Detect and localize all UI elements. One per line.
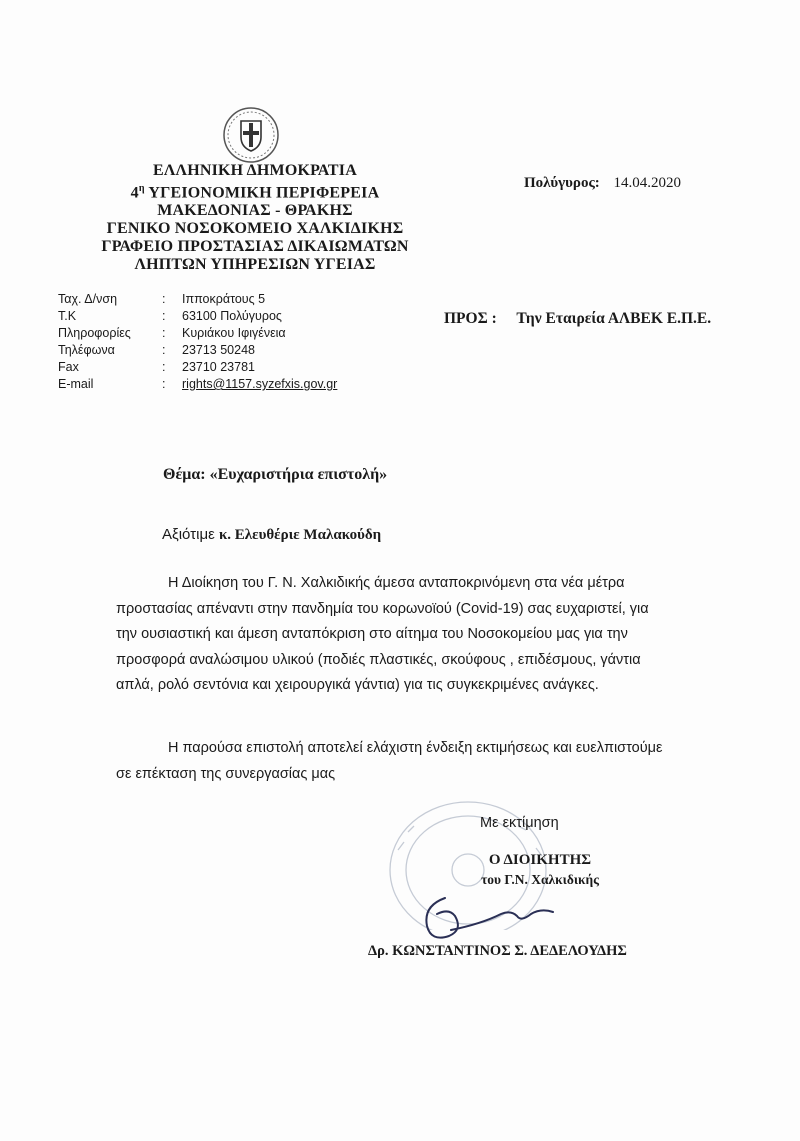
header-line-2: $4^\eta$ ΥΓΕΙΟΝΟΜΙΚΗ ΠΕΡΙΦΕΡΕΙΑ [130,183,380,202]
header-line-3: ΜΑΚΕΔΟΝΙΑΣ - ΘΡΑΚΗΣ [157,202,353,220]
body-paragraph-2 [116,736,716,787]
place-date [524,175,681,192]
body-paragraph-1 [116,571,716,699]
greek-emblem-icon [222,106,280,164]
closing-phrase: Με εκτίμηση [480,815,559,831]
director-title-block [460,850,620,890]
email-link[interactable]: rights@1157.syzefxis.gov.gr [182,377,338,391]
recipient [444,310,711,328]
director-subtitle: του Γ.Ν. Χαλκιδικής [481,872,599,887]
header-line-1: ΕΛΛΗΝΙΚΗ ΔΗΜΟΚΡΑΤΙΑ [153,162,357,179]
recipient-name: Την Εταιρεία ΑΛΒΕΚ Ε.Π.Ε. [516,310,712,327]
paragraph-line: προσφορά αναλώσιμου υλικού (ποδιές πλαστικές, σκούφους , επιδέσμους, γάντια [116,651,641,668]
addressee-name: κ. Ελευθέριε Μαλακούδη [218,527,382,543]
paragraph-line: σε επέκταση της συνεργασίας μας [116,765,336,782]
handwritten-signature [405,890,575,950]
paragraph-line: Η Διοίκηση του Γ. Ν. Χαλκιδικής άμεσα ανταποκρινόμενη στα νέα μέτρα [168,575,625,591]
header-line-4: ΓΕΝΙΚΟ ΝΟΣΟΚΟΜΕΙΟ ΧΑΛΚΙΔΙΚΗΣ [106,220,404,238]
letter-date: 14.04.2020 [613,175,682,191]
recipient-label: ΠΡΟΣ : [444,310,497,327]
paragraph-line: Η παρούσα επιστολή αποτελεί ελάχιστη ένδειξη εκτιμήσεως και ευελπιστούμε [168,740,663,756]
header-line-6: ΛΗΠΤΩΝ ΥΠΗΡΕΣΙΩΝ ΥΓΕΙΑΣ [134,256,376,274]
header-line-5: ΓΡΑΦΕΙΟ ΠΡΟΣΤΑΣΙΑΣ ΔΙΚΑΙΩΜΑΤΩΝ [101,238,409,256]
paragraph-line: την ουσιαστική και άμεση ανταπόκριση στο αίτημα του Νοσοκομείου μας για την [116,626,628,642]
director-title: Ο ΔΙΟΙΚΗΤΗΣ [488,852,592,868]
paragraph-line: απλά, ρολό σεντόνια και χειρουργικά γάντια) για τις συγκεκριμένες ανάγκες. [116,677,599,693]
subject-line: Θέμα: «Ευχαριστήρια επιστολή» [163,466,388,483]
place-label: Πολύγυρος: [524,175,600,191]
greeting: Αξιότιμε κ. Ελευθέριε Μαλακούδη [162,526,382,543]
issuer-header [90,162,420,274]
paragraph-line: προστασίας απέναντι στην πανδημία του κορωνοϊού (Covid-19) σας ευχαριστεί, για [116,600,649,617]
signatory-name: Δρ. ΚΩΝΣΤΑΝΤΙΝΟΣ Σ. ΔΕΔΕΛΟΥΔΗΣ [368,943,627,959]
